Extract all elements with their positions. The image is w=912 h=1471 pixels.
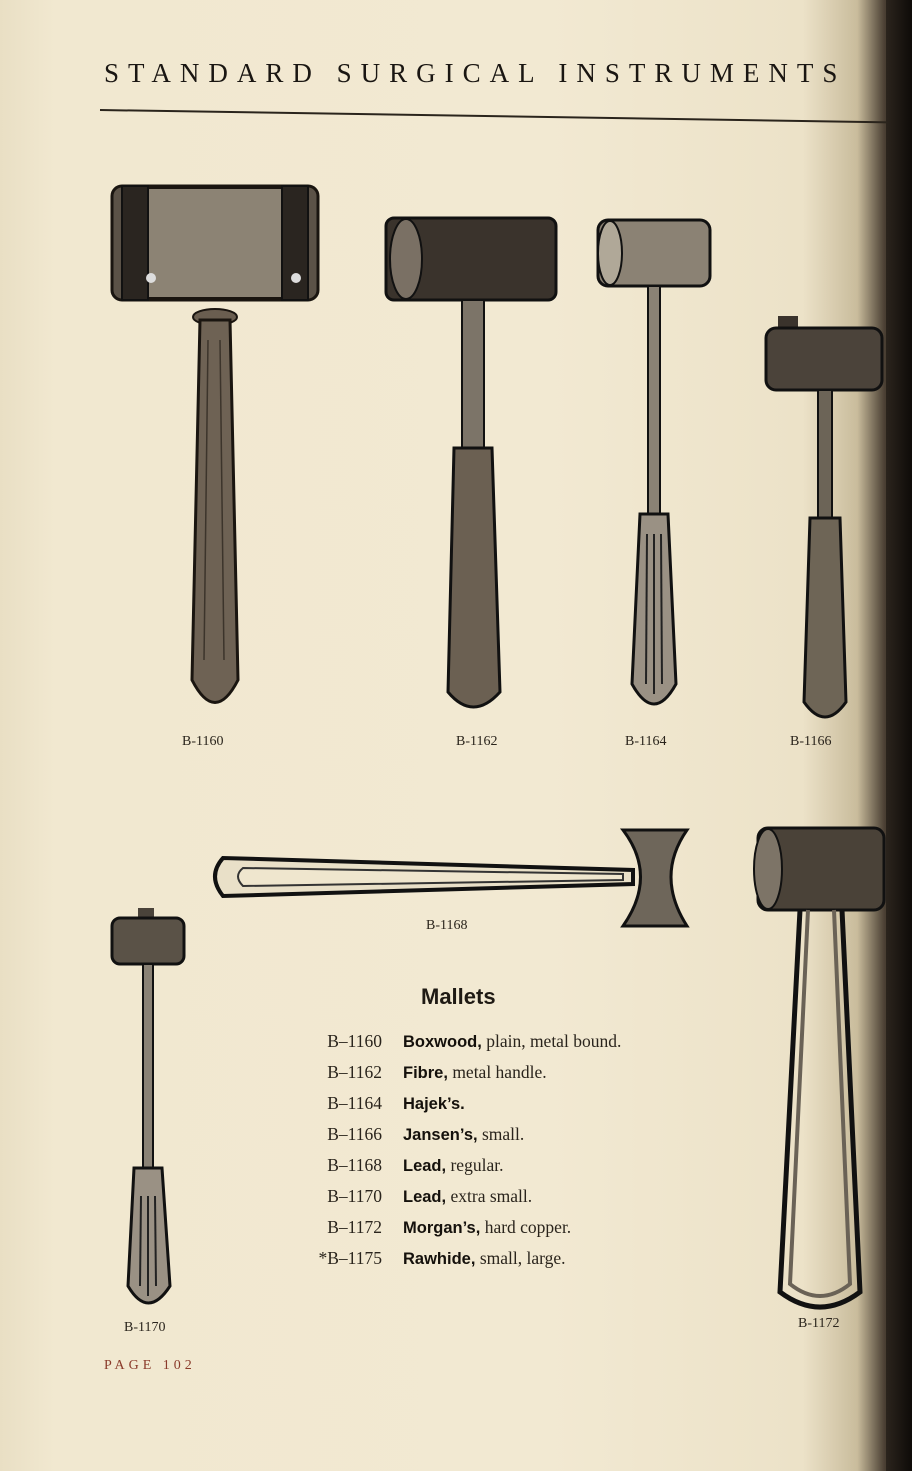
illustration-b1160-mallet	[100, 180, 330, 720]
item-description	[382, 1124, 524, 1145]
item-name: Lead,	[403, 1188, 447, 1206]
caption-b1160: B-1160	[182, 734, 224, 749]
page-header-title: STANDARD SURGICAL INSTRUMENTS	[104, 58, 847, 88]
item-detail: plain, metal bound.	[486, 1031, 622, 1051]
illustration-b1166-mallet	[758, 312, 888, 732]
item-description	[382, 1155, 503, 1176]
item-description	[382, 1031, 621, 1052]
item-detail: metal handle.	[452, 1062, 547, 1082]
item-detail: hard copper.	[484, 1217, 572, 1237]
item-code: B–1172	[327, 1217, 382, 1237]
item-name: Morgan’s,	[403, 1219, 481, 1237]
item-name: Lead,	[403, 1157, 447, 1175]
page-number: PAGE 102	[104, 1358, 196, 1373]
item-detail: small, large.	[479, 1248, 566, 1268]
item-code: B–1166	[327, 1124, 382, 1144]
item-description	[382, 1186, 532, 1207]
header-rule	[100, 109, 890, 123]
list-item	[296, 1248, 696, 1279]
item-detail: regular.	[450, 1155, 504, 1175]
item-code: B–1162	[327, 1062, 382, 1082]
list-item	[296, 1093, 696, 1124]
item-description	[382, 1248, 566, 1269]
list-item	[296, 1124, 696, 1155]
item-code: *B–1175	[318, 1248, 382, 1268]
list-item	[296, 1031, 696, 1062]
illustration-b1164-mallet	[592, 214, 722, 724]
list-item	[296, 1062, 696, 1093]
caption-b1166: B-1166	[790, 734, 832, 749]
item-code: B–1170	[327, 1186, 382, 1206]
item-name: Jansen’s,	[403, 1126, 478, 1144]
caption-b1164: B-1164	[625, 734, 667, 749]
book-spine-shadow	[886, 0, 912, 1471]
illustration-b1162-mallet	[378, 212, 568, 722]
illustration-b1170-mallet	[104, 906, 194, 1316]
caption-b1172: B-1172	[798, 1316, 840, 1331]
illustration-b1172-mallet	[750, 822, 890, 1322]
item-name: Rawhide,	[403, 1250, 476, 1268]
item-description	[382, 1062, 547, 1083]
item-code: B–1164	[327, 1093, 382, 1113]
item-description	[382, 1093, 465, 1114]
list-item	[296, 1155, 696, 1186]
caption-b1162: B-1162	[456, 734, 498, 749]
caption-b1170: B-1170	[124, 1320, 166, 1335]
item-name: Fibre,	[403, 1064, 448, 1082]
list-item	[296, 1217, 696, 1248]
item-name: Boxwood,	[403, 1033, 482, 1051]
item-name: Hajek’s.	[403, 1095, 465, 1113]
item-description	[382, 1217, 571, 1238]
item-detail: small.	[481, 1124, 525, 1144]
mallets-list	[296, 1031, 696, 1279]
item-code: B–1160	[327, 1031, 382, 1051]
item-code: B–1168	[327, 1155, 382, 1175]
section-heading: Mallets	[421, 984, 496, 1009]
item-detail: extra small.	[450, 1186, 533, 1206]
caption-b1168: B-1168	[426, 918, 468, 933]
list-item	[296, 1186, 696, 1217]
